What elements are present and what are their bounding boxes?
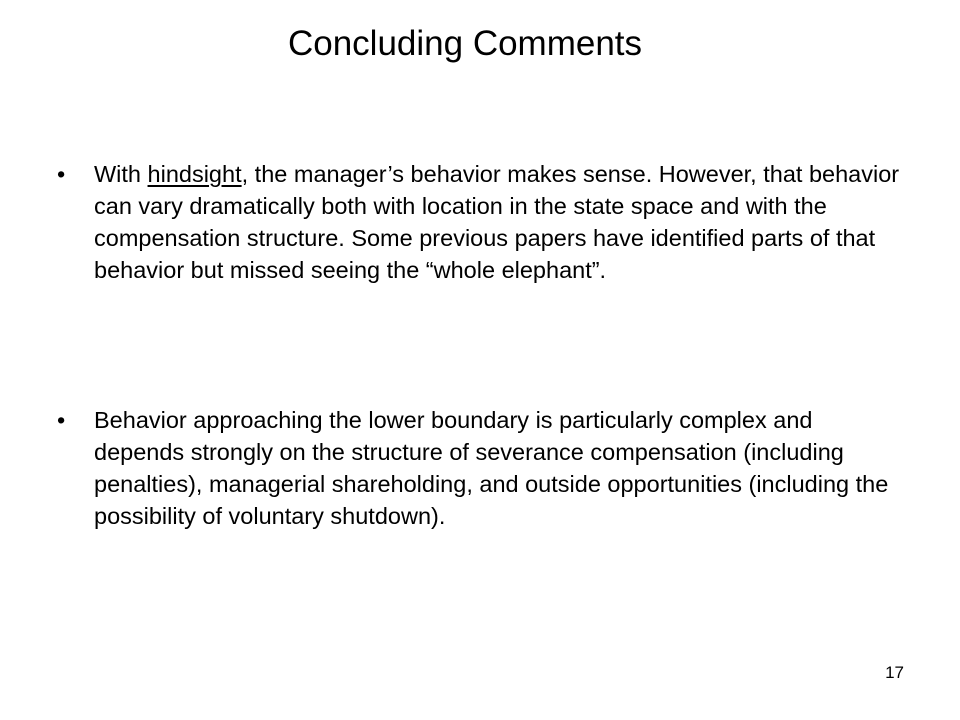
bullet-list (55, 158, 905, 532)
bullet-marker: • (57, 407, 66, 433)
page-number: 17 (885, 663, 904, 682)
slide-title: Concluding Comments (287, 24, 643, 63)
underlined-term: hindsight (147, 161, 242, 187)
bullet-text-rest: , the manager’s behavior makes sense. However, that behavior can vary dramatically both with location in the state space and with the compensation structure. Some previous papers have identified parts of that behavior but missed seeing the “whole elephant”. (94, 161, 900, 283)
bullet-marker: • (57, 161, 66, 187)
bullet-item-hindsight (55, 158, 905, 286)
bullet-item-lower-boundary (55, 404, 905, 532)
bullet-text-lead: With (94, 161, 148, 187)
bullet-text: Behavior approaching the lower boundary is particularly complex and depends strongly on the structure of severance compensation (including penalties), managerial shareholding, and outside opportunities (including the possibility of voluntary shutdown). (94, 407, 889, 529)
